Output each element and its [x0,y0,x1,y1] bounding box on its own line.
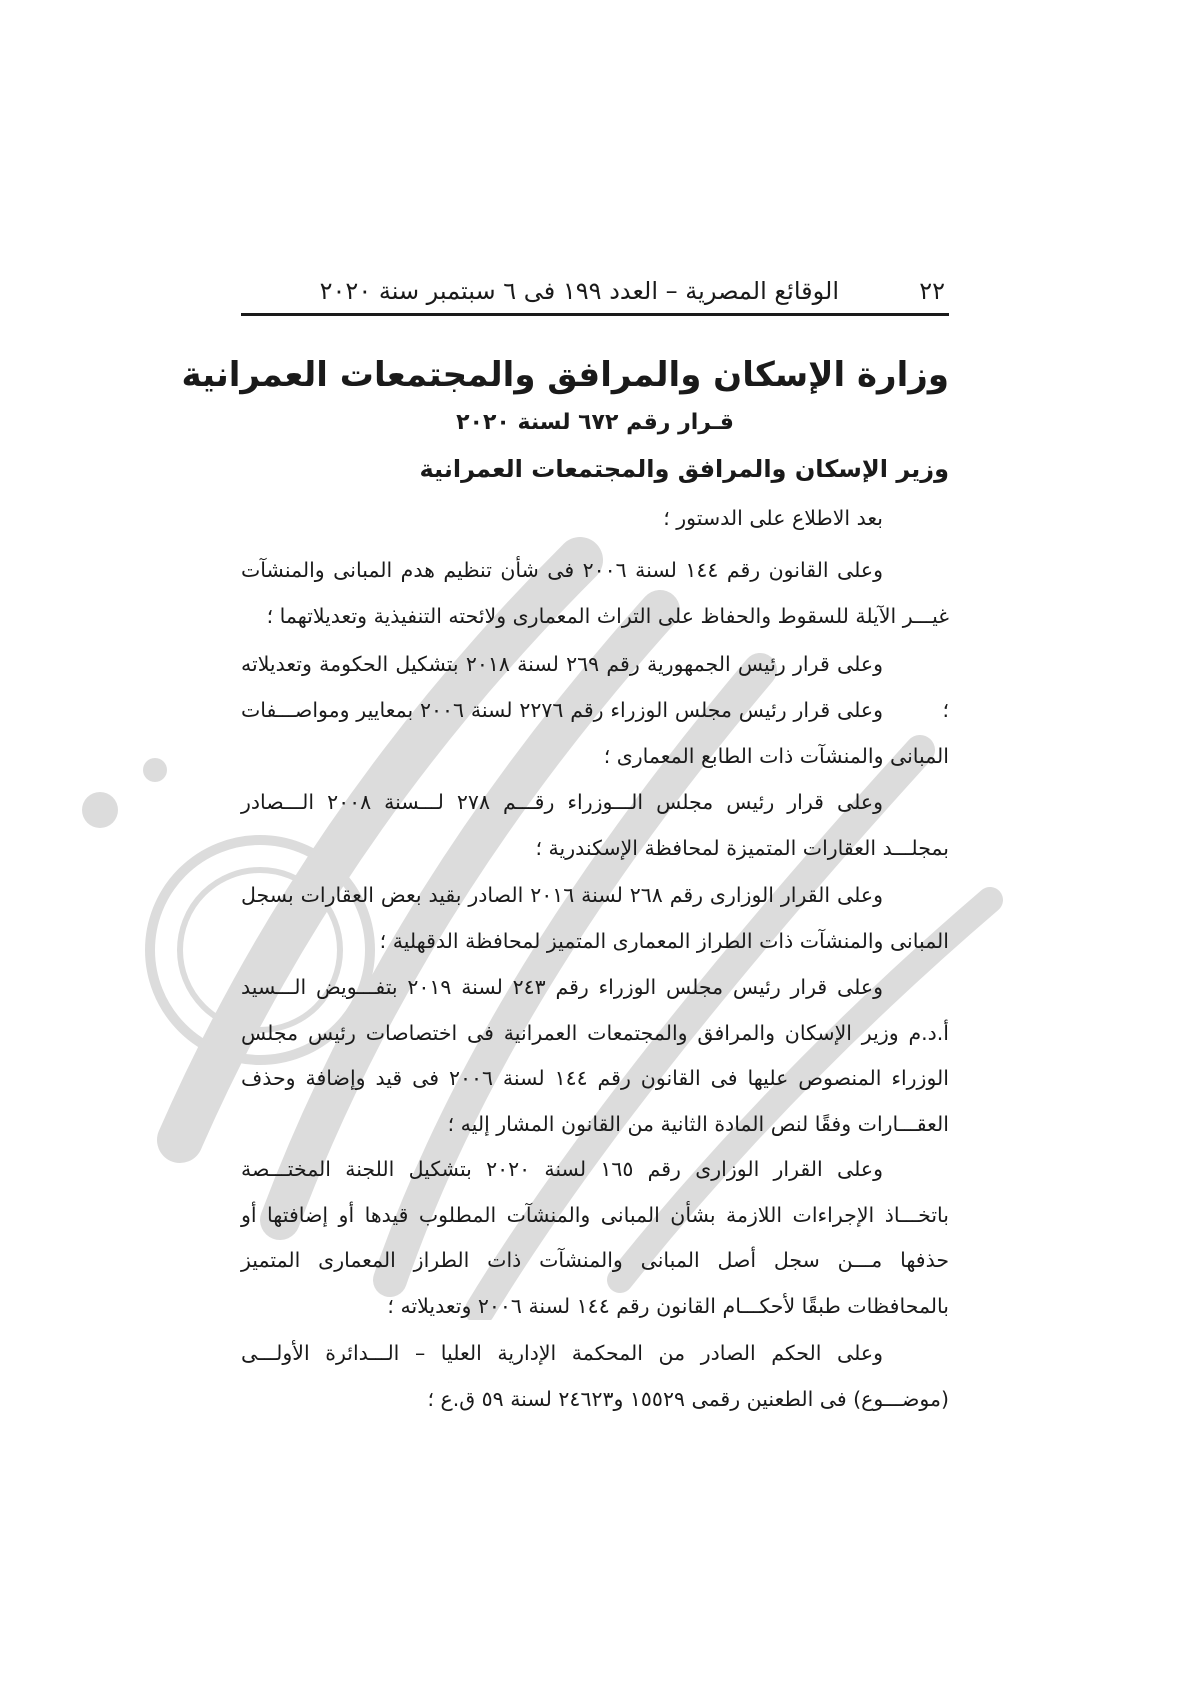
decree-title: قـرار رقم ٦٧٢ لسنة ٢٠٢٠ [456,410,734,435]
ministry-title: وزارة الإسكان والمرافق والمجتمعات العمرانية [181,355,949,395]
paragraph: وعلى قرار رئيس مجلس الوزراء رقم ٢٢٧٦ لسنة ٢٠٠٦ بمعايير ومواصـــفات المبانى والمنشآت ذات الطابع المعمارى ؛ [241,698,949,768]
paragraph: وعلى القانون رقم ١٤٤ لسنة ٢٠٠٦ فى شأن تنظيم هدم المبانى والمنشآت غيـــر الآيلة للسقوط والحفاظ على التراث المعمارى ولائحته التنفيذية وتعديلاتهما ؛ [241,558,949,628]
paragraph: وعلى قرار رئيس الجمهورية رقم ٢٦٩ لسنة ٢٠١٨ بتشكيل الحكومة وتعديلاته ؛ [241,652,949,722]
paragraph: وعلى قرار رئيس مجلس الوزراء رقم ٢٤٣ لسنة ٢٠١٩ بتفـــويض الـــسيد أ.د.م وزير الإسكان والمرافق والمجتمعات العمرانية فى اختصاصات رئيس مجلس الوزراء المنصوص عليها فى القانون رقم ١٤٤ لسنة ٢٠٠٦ فى قيد وإضافة وحذف العقـــارات وفقًا لنص المادة الثانية من القانون المشار إليه ؛ [241,975,949,1136]
page-number: ٢٢ [919,277,945,305]
paragraph: وعلى القرار الوزارى رقم ١٦٥ لسنة ٢٠٢٠ بتشكيل اللجنة المختـــصة باتخـــاذ الإجراءات اللازمة بشأن المبانى والمنشآت المطلوب قيدها أو إضافتها أو حذفها مـــن سجل أصل المبانى والمنشآت ذات الطراز المعمارى المتميز بالمحافظات طبقًا لأحكـــام القانون رقم ١٤٤ لسنة ٢٠٠٦ وتعديلاته ؛ [241,1157,949,1318]
publication-header: الوقائع المصرية – العدد ١٩٩ فى ٦ سبتمبر سنة ٢٠٢٠ [319,277,839,305]
paragraph: وعلى القرار الوزارى رقم ٢٦٨ لسنة ٢٠١٦ الصادر بقيد بعض العقارات بسجل المبانى والمنشآت ذات الطراز المعمارى المتميز لمحافظة الدقهلية ؛ [241,883,949,953]
paragraph: وعلى قرار رئيس مجلس الـــوزراء رقـــم ٢٧٨ لـــسنة ٢٠٠٨ الـــصادر بمجلـــد العقارات المتميزة لمحافظة الإسكندرية ؛ [241,790,949,860]
page-header [241,272,949,316]
paragraph: وعلى الحكم الصادر من المحكمة الإدارية العليا – الـــدائرة الأولـــى (موضـــوع) فى الطعنين رقمى ١٥٥٢٩ و٢٤٦٢٣ لسنة ٥٩ ق.ع ؛ [241,1341,949,1411]
minister-title: وزير الإسكان والمرافق والمجتمعات العمرانية [419,455,949,483]
paragraph: بعد الاطلاع على الدستور ؛ [663,506,883,530]
